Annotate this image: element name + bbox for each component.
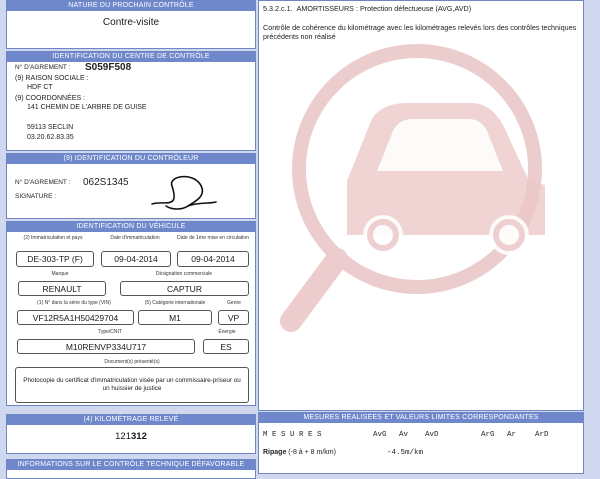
defaut-line1 xyxy=(263,4,471,13)
next-visit-header: NATURE DU PROCHAIN CONTRÔLE xyxy=(7,1,255,11)
centre-raison-value: HDF CT xyxy=(27,84,53,91)
centre-address1: 141 CHEMIN DE L'ARBRE DE GUISE xyxy=(27,104,147,111)
ripage-value: -4.5m/km xyxy=(387,449,424,457)
marque-value: RENAULT xyxy=(18,281,106,296)
col-avg: AvG xyxy=(373,431,387,439)
controleur-agrement-value: 062S1345 xyxy=(83,177,129,188)
type-label: Type/CNIT xyxy=(98,329,122,335)
immat-label: (2) Immatriculation et pays xyxy=(23,235,83,241)
ripage-row xyxy=(263,449,336,456)
defauts-panel xyxy=(258,0,584,411)
centre-header: IDENTIFICATION DU CENTRE DE CONTRÔLE xyxy=(7,52,255,62)
marque-label: Marque xyxy=(51,271,69,277)
genre-label: Genre xyxy=(227,300,241,306)
mesures-panel xyxy=(258,412,584,474)
col-ar: Ar xyxy=(507,431,517,439)
categorie-label: (5) Catégorie internationale xyxy=(144,300,206,306)
energie-label: Énergie xyxy=(218,329,236,335)
infos-header: INFORMATIONS SUR LE CONTRÔLE TECHNIQUE DÉFAVORABLE xyxy=(7,460,255,470)
controleur-agrement-label: N° D'AGREMENT : xyxy=(15,179,71,186)
signature-scribble xyxy=(142,166,222,218)
ripage-label: Ripage xyxy=(263,449,287,456)
vehicule-header: IDENTIFICATION DU VÉHICULE xyxy=(7,222,255,232)
defaut-line1-code: 5.3.2.c.1. xyxy=(263,4,293,13)
date-circ-value: 09-04-2014 xyxy=(177,251,249,267)
kilometrage-value xyxy=(7,431,255,442)
kilometrage-note: Contrôle de cohérence du kilométrage avec les kilométrages relevés lors des contrôles techniques précédents non réalisé xyxy=(263,23,577,41)
date-immat-value: 09-04-2014 xyxy=(101,251,171,267)
kilometrage-value-suffix: 312 xyxy=(131,431,147,442)
col-ard: ArD xyxy=(535,431,549,439)
centre-panel xyxy=(6,51,256,151)
centre-phone: 03.20.62.83.35 xyxy=(27,134,74,141)
immat-value: DE-303-TP (F) xyxy=(16,251,94,267)
vin-value: VF12R5A1H50429704 xyxy=(17,310,134,325)
documents-value: Photocopie du certificat d'immatriculation visée par un commissaire-priseur ou un huissier de justice xyxy=(15,367,249,403)
controleur-header: (9) IDENTIFICATION DU CONTRÔLEUR xyxy=(7,154,255,164)
documents-label: Document(s) présenté(s) xyxy=(104,359,160,365)
next-visit-value: Contre-visite xyxy=(102,17,160,28)
col-av: Av xyxy=(399,431,409,439)
kilometrage-header: (4) KILOMÉTRAGE RELEVÉ xyxy=(7,415,255,425)
col-avd: AvD xyxy=(425,431,439,439)
designation-value: CAPTUR xyxy=(120,281,249,296)
col-arg: ArG xyxy=(481,431,495,439)
mesures-col-label: M E S U R E S xyxy=(263,431,322,439)
mesures-header: MESURES RÉALISÉES ET VALEURS LIMITES CORRESPONDANTES xyxy=(259,413,583,423)
centre-coord-label: (9) COORDONNÉES : xyxy=(15,95,86,102)
vin-label: (1) N° dans la série du type (VIN) xyxy=(37,300,111,306)
centre-agrement-value: S059F508 xyxy=(85,62,132,73)
energie-value: ES xyxy=(203,339,249,354)
centre-agrement-label: N° D'AGREMENT : xyxy=(15,64,71,71)
type-value: M10RENVP334U717 xyxy=(17,339,195,354)
controleur-signature-label: SIGNATURE : xyxy=(15,193,57,200)
date-circ-label: Date de 1ère mise en circulation xyxy=(177,235,249,241)
kilometrage-value-prefix: 121 xyxy=(115,431,131,442)
date-immat-label: Date d'immatriculation xyxy=(110,235,160,241)
kilometrage-panel xyxy=(6,414,256,454)
watermark-car-emblem xyxy=(259,21,584,411)
infos-panel xyxy=(6,459,256,479)
next-visit-panel xyxy=(6,0,256,49)
genre-value: VP xyxy=(218,310,249,325)
designation-label: Désignation commerciale xyxy=(155,271,213,277)
ripage-limit: (-8 à + 8 m/km) xyxy=(288,449,336,456)
vehicule-panel xyxy=(6,221,256,406)
centre-address2: 59113 SECLIN xyxy=(27,124,74,131)
controleur-panel xyxy=(6,153,256,219)
centre-raison-label: (9) RAISON SOCIALE : xyxy=(15,75,89,82)
defaut-line1-text: AMORTISSEURS : Protection défectueuse (AVG,AVD) xyxy=(296,4,472,13)
categorie-value: M1 xyxy=(138,310,212,325)
